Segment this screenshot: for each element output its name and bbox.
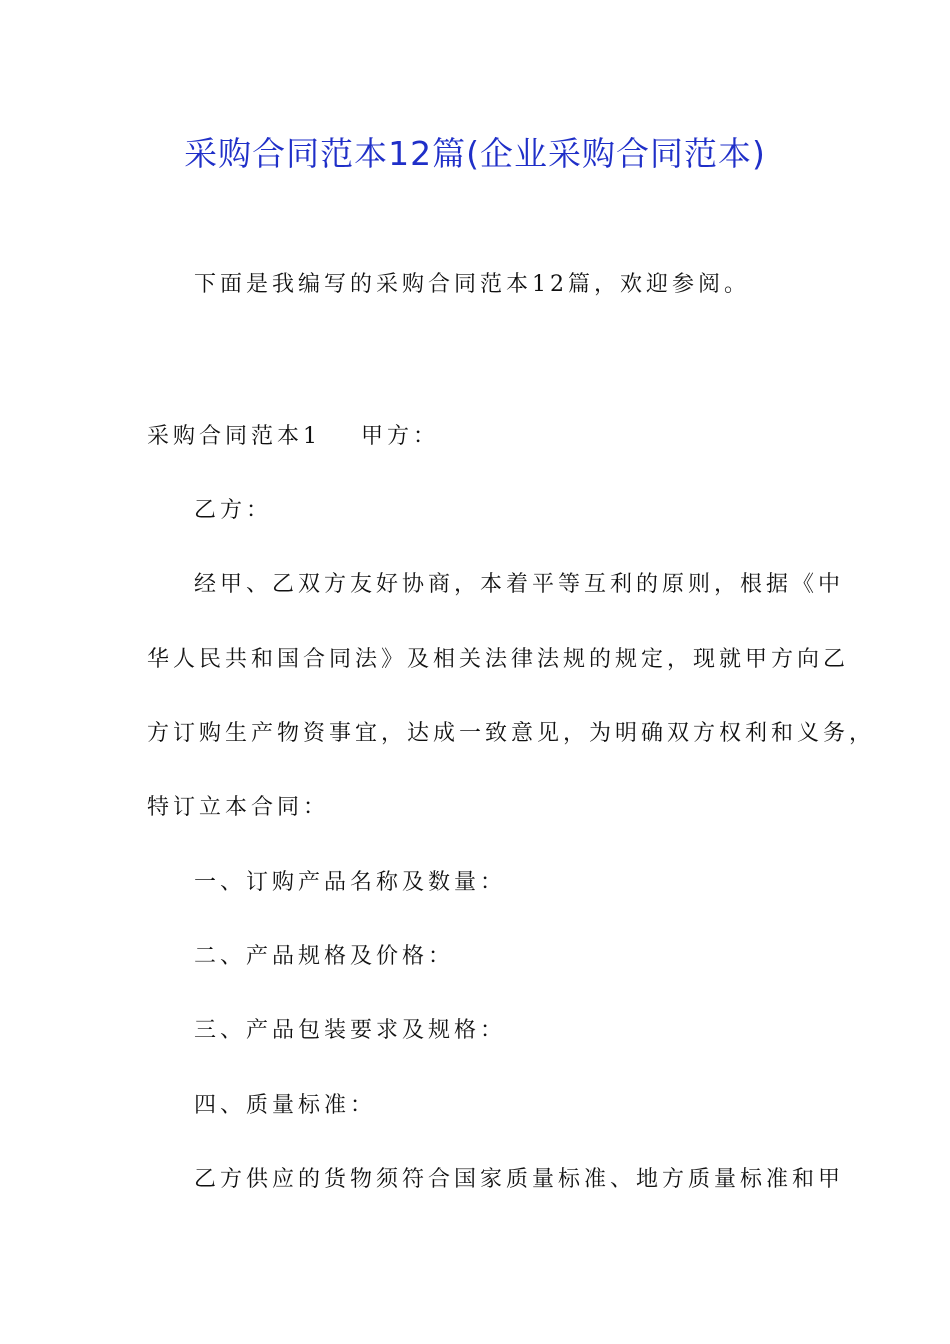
section-heading: 采购合同范本1 — [147, 424, 321, 449]
party-a-label: 甲方： — [361, 424, 440, 449]
clause-item-4: 四、质量标准： — [194, 1093, 377, 1118]
clause-item-2: 二、产品规格及价格： — [194, 944, 455, 969]
party-b-label: 乙方： — [194, 498, 273, 523]
intro-paragraph: 下面是我编写的采购合同范本12篇，欢迎参阅。 — [194, 272, 750, 297]
paragraph-line: 方订购生产物资事宜，达成一致意见，为明确双方权利和义务， — [147, 721, 876, 746]
paragraph-line: 特订立本合同： — [147, 795, 330, 820]
document-title: 采购合同范本12篇(企业采购合同范本) — [184, 134, 766, 173]
clause-item-1: 一、订购产品名称及数量： — [194, 870, 507, 895]
paragraph-line: 经甲、乙双方友好协商，本着平等互利的原则，根据《中 — [194, 572, 845, 597]
section-heading-line — [147, 420, 439, 454]
paragraph-line: 华人民共和国合同法》及相关法律法规的规定，现就甲方向乙 — [147, 647, 850, 672]
paragraph-line: 乙方供应的货物须符合国家质量标准、地方质量标准和甲 — [194, 1167, 845, 1192]
clause-item-3: 三、产品包装要求及规格： — [194, 1018, 507, 1043]
